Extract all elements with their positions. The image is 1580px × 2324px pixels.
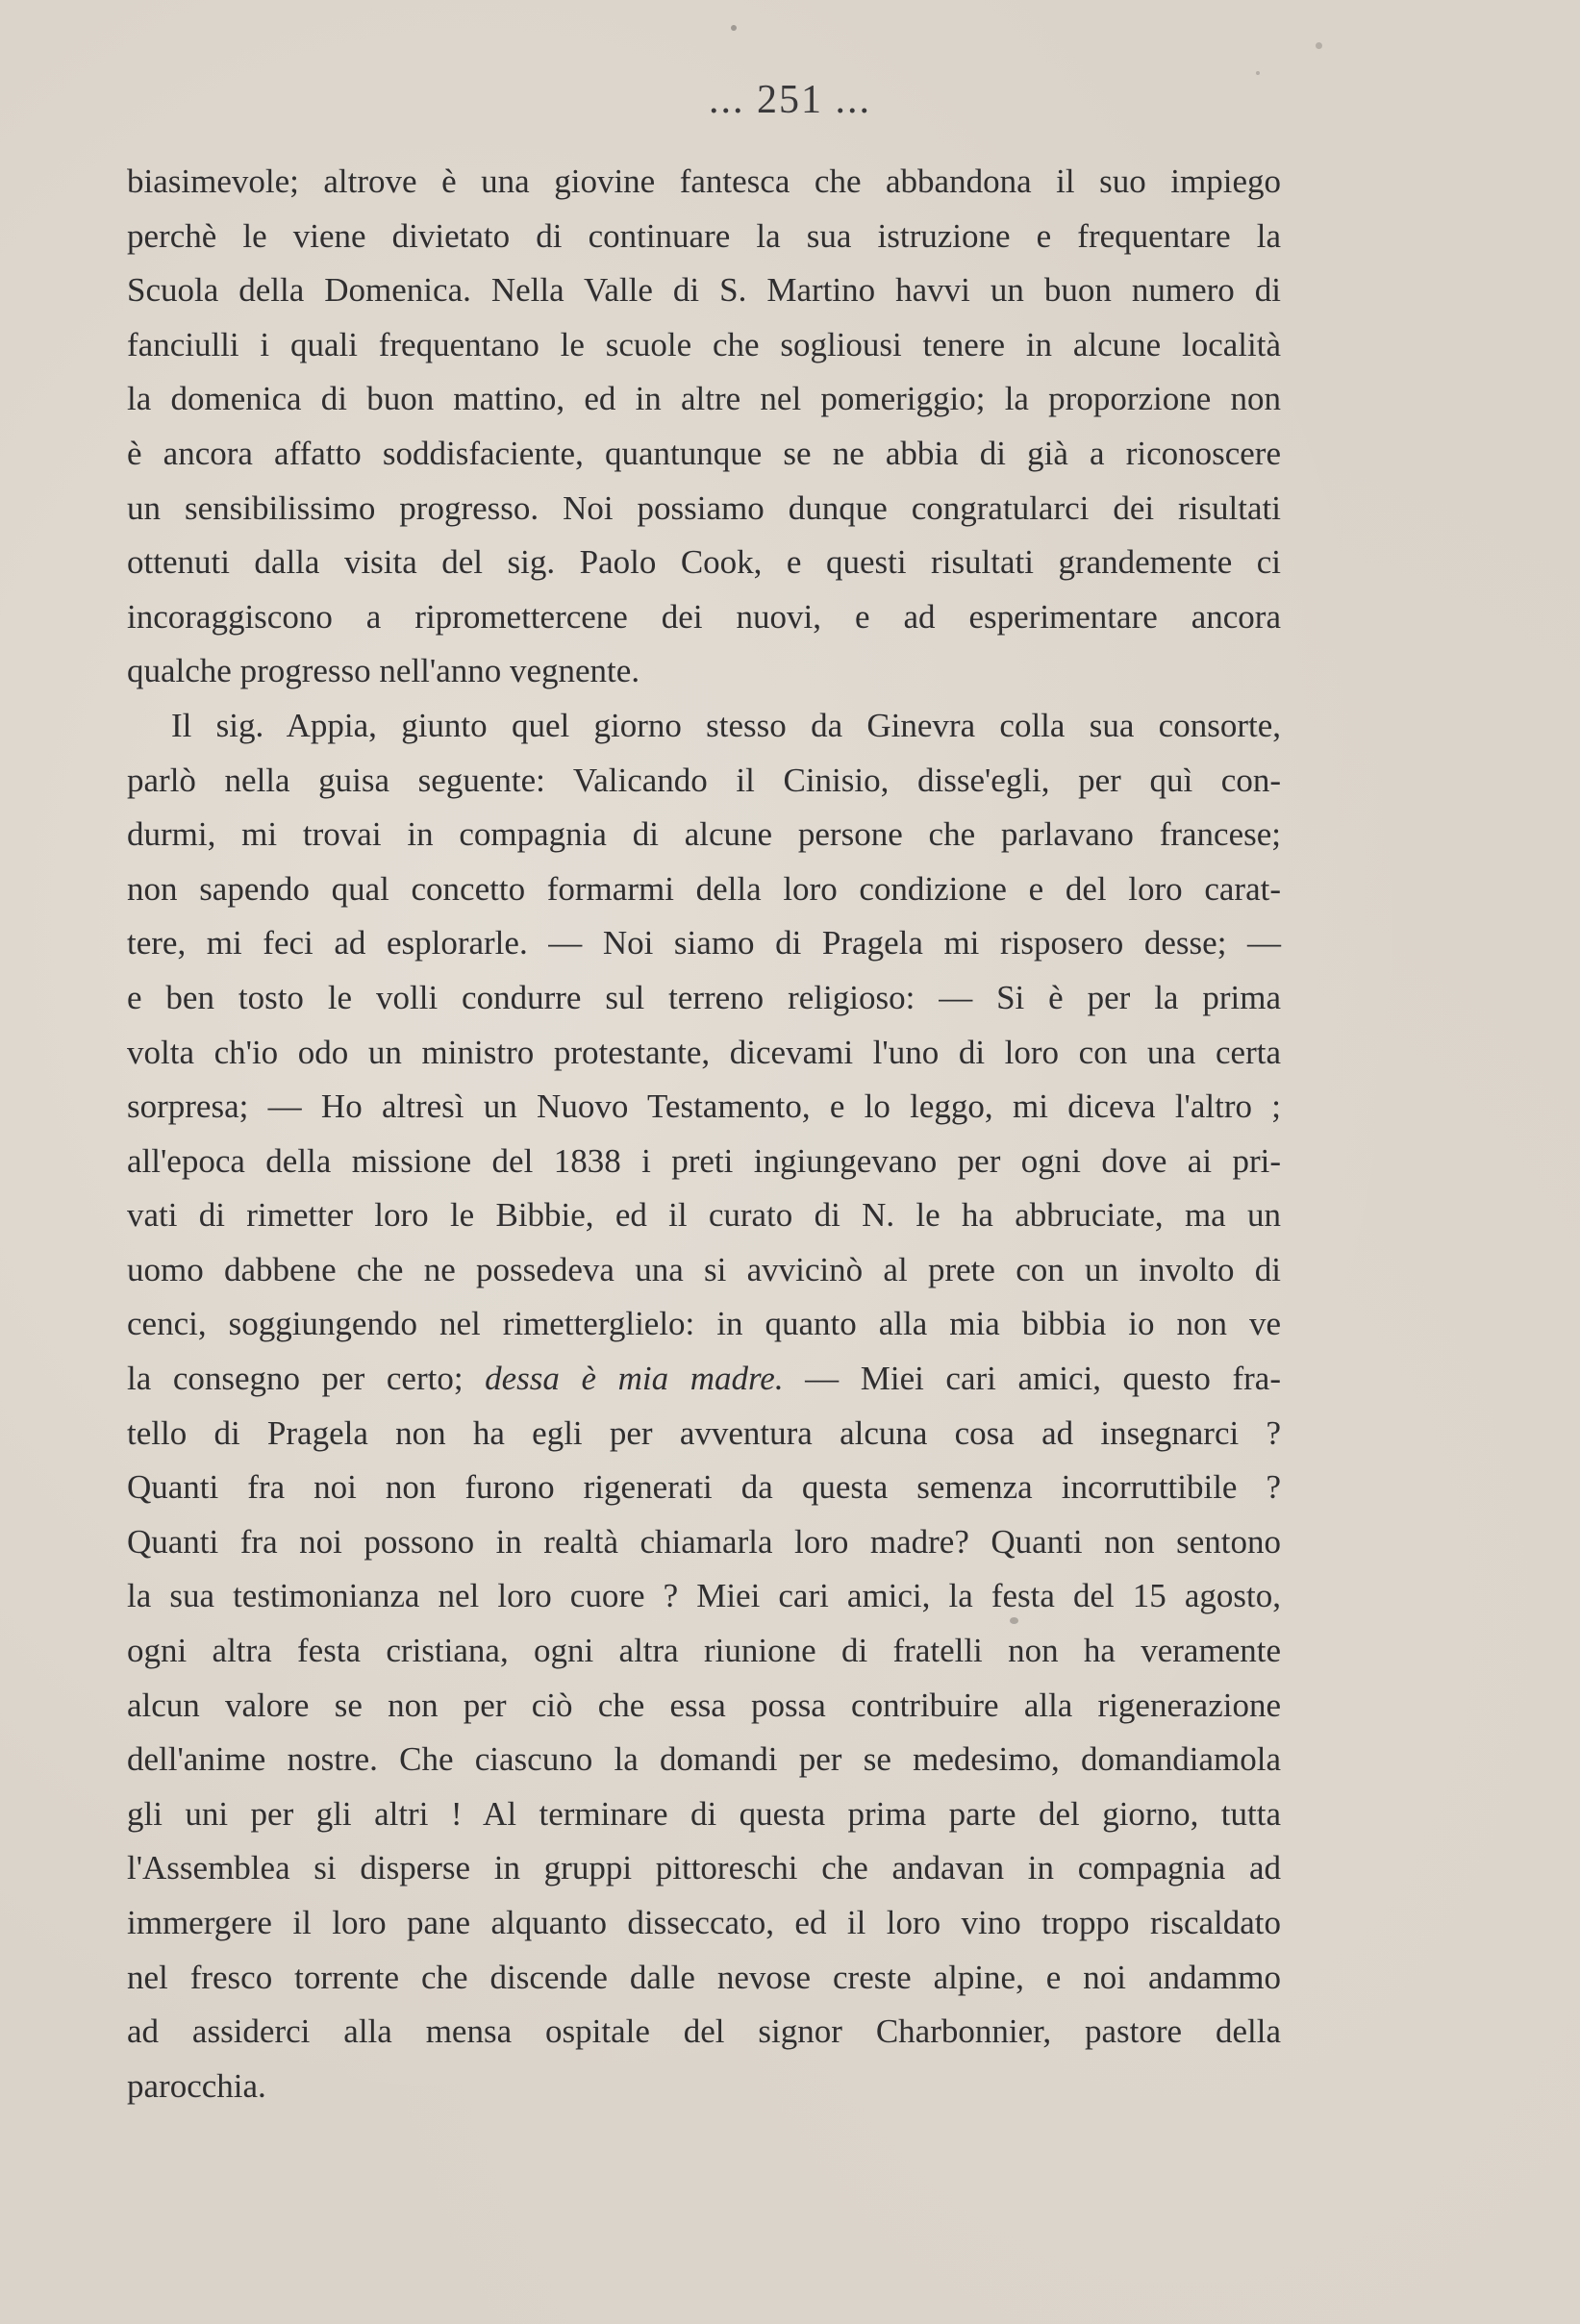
text-line: la sua testimonianza nel loro cuore ? Miei cari amici, la festa del 15 agosto, [127, 1577, 1281, 1615]
text-segment: — Miei cari amici, questo fra- [783, 1360, 1281, 1398]
text-line: all'epoca della missione del 1838 i preti ingiungevano per ogni dove ai pri- [127, 1141, 1281, 1180]
text-line: tello di Pragela non ha egli per avventura alcuna cosa ad insegnarci ? [127, 1413, 1281, 1452]
text-line: l'Assemblea si disperse in gruppi pittoreschi che andavan in compagnia ad [127, 1849, 1281, 1887]
text-line: volta ch'io odo un ministro protestante, dicevami l'uno di loro con una certa [127, 1033, 1281, 1071]
text-line: è ancora affatto soddisfaciente, quantunque se ne abbia di già a riconoscere [127, 434, 1281, 472]
text-line: sorpresa; — Ho altresì un Nuovo Testamento, e lo leggo, mi diceva l'altro ; [127, 1087, 1281, 1126]
text-line: tere, mi feci ad esplorarle. — Noi siamo di Pragela mi risposero desse; — [127, 924, 1281, 962]
italic-quote: dessa è mia madre. [485, 1360, 784, 1398]
text-line: parocchia. [127, 2066, 266, 2105]
text-line: Scuola della Domenica. Nella Valle di S. Martino havvi un buon numero di [127, 271, 1281, 310]
text-line: qualche progresso nell'anno vegnente. [127, 652, 640, 690]
body-text [127, 155, 1281, 2113]
text-line: Il sig. Appia, giunto quel giorno stesso da Ginevra colla sua consorte, [171, 706, 1281, 744]
ink-speck [1256, 71, 1260, 75]
text-line: uomo dabbene che ne possedeva una si avvicinò al prete con un involto di [127, 1250, 1281, 1288]
text-line: nel fresco torrente che discende dalle nevose creste alpine, e noi andammo [127, 1958, 1281, 1996]
page-number: ... 251 ... [709, 78, 871, 122]
text-line: Quanti fra noi possono in realtà chiamarla loro madre? Quanti non sentono [127, 1522, 1281, 1561]
text-line: Quanti fra noi non furono rigenerati da questa semenza incorruttibile ? [127, 1468, 1281, 1507]
paragraph-2 [127, 699, 1281, 2113]
text-line: dell'anime nostre. Che ciascuno la domandi per se medesimo, domandiamola [127, 1740, 1281, 1779]
text-line: biasimevole; altrove è una giovine fantesca che abbandona il suo impiego [127, 162, 1281, 200]
paragraph-1 [127, 155, 1281, 699]
text-line: ottenuti dalla visita del sig. Paolo Cook, e questi risultati grandemente ci [127, 543, 1281, 582]
text-line: e ben tosto le volli condurre sul terreno religioso: — Si è per la prima [127, 978, 1281, 1016]
text-line: durmi, mi trovai in compagnia di alcune persone che parlavano francese; [127, 815, 1281, 854]
text-line: alcun valore se non per ciò che essa possa contribuire alla rigenerazione [127, 1686, 1281, 1724]
text-line: non sapendo qual concetto formarmi della loro condizione e del loro carat- [127, 869, 1281, 908]
text-line: un sensibilissimo progresso. Noi possiamo dunque congratularci dei risultati [127, 488, 1281, 527]
text-line: parlò nella guisa seguente: Valicando il Cinisio, disse'egli, per quì con- [127, 761, 1281, 799]
text-line-mixed [127, 1352, 1281, 1407]
text-line: vati di rimetter loro le Bibbie, ed il curato di N. le ha abbruciate, ma un [127, 1196, 1281, 1235]
text-line: fanciulli i quali frequentano le scuole che sogliousi tenere in alcune località [127, 325, 1281, 363]
text-line: cenci, soggiungendo nel rimetterglielo: in quanto alla mia bibbia io non ve [127, 1305, 1281, 1343]
ink-speck [731, 25, 737, 31]
text-line: ogni altra festa cristiana, ogni altra riunione di fratelli non ha veramente [127, 1632, 1281, 1670]
ink-speck [1316, 42, 1322, 49]
text-segment: la consegno per certo; [127, 1360, 486, 1398]
text-line: la domenica di buon mattino, ed in altre nel pomeriggio; la proporzione non [127, 380, 1281, 418]
text-line: immergere il loro pane alquanto disseccato, ed il loro vino troppo riscaldato [127, 1904, 1281, 1941]
text-line: ad assiderci alla mensa ospitale del signor Charbonnier, pastore della [127, 2012, 1281, 2051]
text-line: incoraggiscono a ripromettercene dei nuovi, e ad esperimentare ancora [127, 597, 1281, 636]
text-line: perchè le viene divietato di continuare la sua istruzione e frequentare la [127, 216, 1281, 255]
text-line: gli uni per gli altri ! Al terminare di questa prima parte del giorno, tutta [127, 1794, 1281, 1833]
